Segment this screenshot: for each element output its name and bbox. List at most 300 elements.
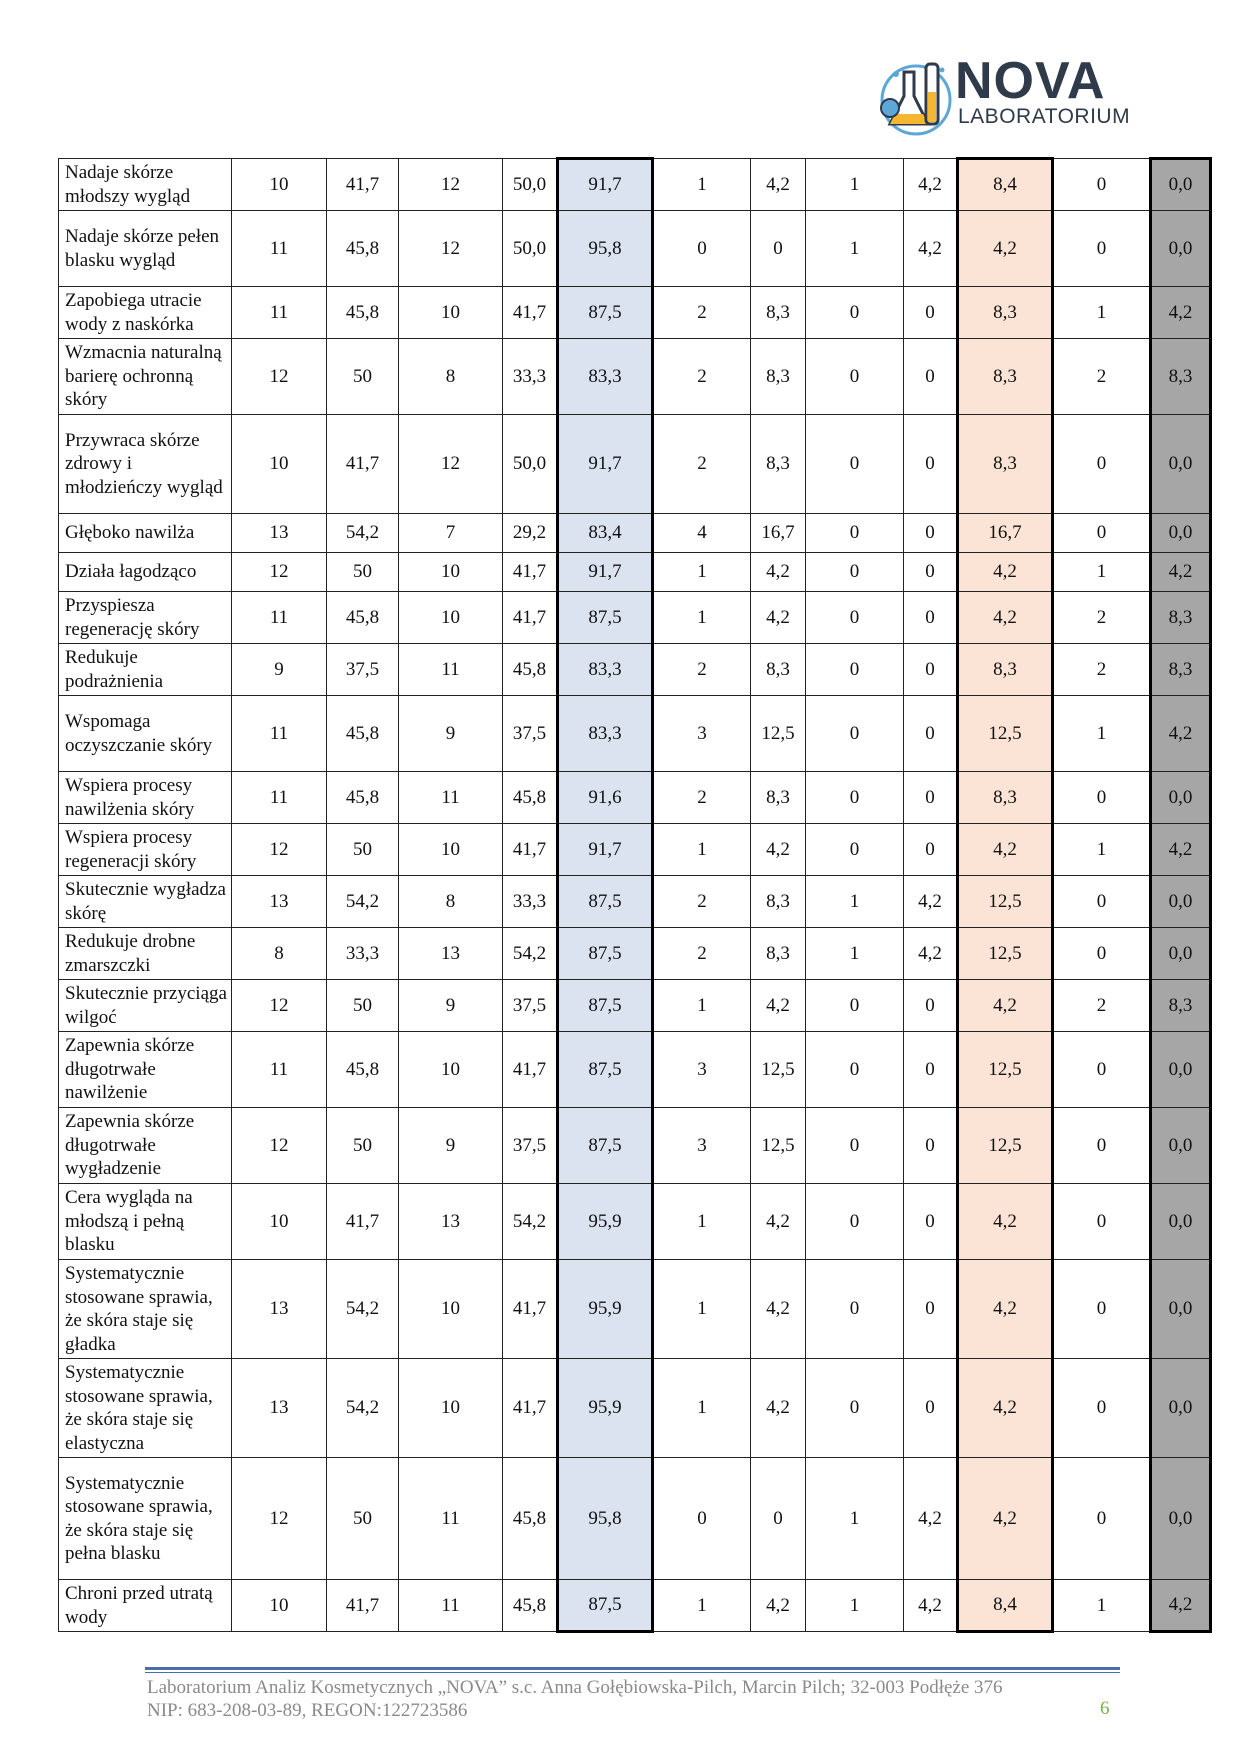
cell-c3: 11 [399,772,503,824]
cell-c8: 0 [806,824,904,876]
cell-c8: 0 [806,287,904,339]
cell-c3: 9 [399,696,503,772]
cell-c5: 95,9 [558,1260,653,1359]
row-label: Redukuje drobne zmarszczki [59,928,232,980]
cell-c6: 2 [653,644,751,696]
cell-c1: 10 [232,159,327,211]
cell-c12: 8,3 [1151,339,1211,415]
cell-c5: 95,9 [558,1359,653,1458]
cell-c2: 41,7 [327,1184,399,1260]
cell-c10: 8,3 [958,644,1053,696]
cell-c3: 7 [399,514,503,553]
table-row [59,876,1211,928]
cell-c9: 0 [904,1108,958,1184]
cell-c3: 11 [399,644,503,696]
cell-c7: 8,3 [751,644,806,696]
table-row [59,1458,1211,1580]
logo-title: NOVA [955,52,1106,110]
cell-c7: 4,2 [751,159,806,211]
cell-c9: 4,2 [904,211,958,287]
cell-c11: 0 [1053,415,1151,514]
cell-c5: 87,5 [558,928,653,980]
cell-c3: 10 [399,1260,503,1359]
table-row [59,980,1211,1032]
cell-c6: 1 [653,553,751,592]
cell-c1: 8 [232,928,327,980]
cell-c11: 2 [1053,644,1151,696]
page-number: 6 [1100,1698,1110,1719]
cell-c4: 37,5 [503,1108,558,1184]
cell-c2: 50 [327,339,399,415]
cell-c12: 0,0 [1151,1359,1211,1458]
cell-c10: 4,2 [958,211,1053,287]
cell-c5: 91,7 [558,159,653,211]
cell-c2: 45,8 [327,1032,399,1108]
cell-c1: 13 [232,1359,327,1458]
cell-c3: 12 [399,159,503,211]
cell-c5: 91,7 [558,415,653,514]
cell-c1: 12 [232,1108,327,1184]
cell-c7: 4,2 [751,1184,806,1260]
cell-c9: 0 [904,772,958,824]
cell-c12: 4,2 [1151,287,1211,339]
cell-c4: 29,2 [503,514,558,553]
row-label: Przywraca skórze zdrowy i młodzieńczy wygląd [59,415,232,514]
cell-c6: 3 [653,696,751,772]
cell-c9: 0 [904,644,958,696]
cell-c4: 41,7 [503,1032,558,1108]
cell-c8: 0 [806,772,904,824]
cell-c8: 0 [806,514,904,553]
cell-c9: 4,2 [904,1580,958,1632]
cell-c8: 0 [806,553,904,592]
cell-c9: 0 [904,980,958,1032]
cell-c2: 45,8 [327,772,399,824]
row-label: Wspiera procesy regeneracji skóry [59,824,232,876]
cell-c5: 95,8 [558,1458,653,1580]
cell-c11: 1 [1053,696,1151,772]
cell-c6: 2 [653,876,751,928]
table-row [59,1032,1211,1108]
table-row [59,592,1211,644]
cell-c6: 4 [653,514,751,553]
cell-c3: 12 [399,211,503,287]
cell-c5: 83,4 [558,514,653,553]
cell-c11: 0 [1053,1032,1151,1108]
cell-c7: 12,5 [751,1108,806,1184]
table-row [59,1580,1211,1632]
cell-c6: 0 [653,1458,751,1580]
cell-c9: 4,2 [904,159,958,211]
cell-c12: 8,3 [1151,592,1211,644]
row-label: Chroni przed utratą wody [59,1580,232,1632]
row-label: Zapewnia skórze długotrwałe nawilżenie [59,1032,232,1108]
row-label: Skutecznie wygładza skórę [59,876,232,928]
cell-c1: 13 [232,876,327,928]
cell-c8: 1 [806,1458,904,1580]
cell-c2: 50 [327,1108,399,1184]
cell-c5: 95,8 [558,211,653,287]
cell-c3: 10 [399,1032,503,1108]
cell-c1: 9 [232,644,327,696]
table-row [59,824,1211,876]
cell-c2: 45,8 [327,287,399,339]
cell-c2: 50 [327,553,399,592]
cell-c10: 4,2 [958,553,1053,592]
cell-c4: 50,0 [503,211,558,287]
cell-c8: 0 [806,592,904,644]
cell-c12: 4,2 [1151,824,1211,876]
cell-c7: 4,2 [751,1260,806,1359]
cell-c4: 50,0 [503,415,558,514]
cell-c2: 45,8 [327,696,399,772]
cell-c3: 10 [399,553,503,592]
cell-c12: 0,0 [1151,1184,1211,1260]
cell-c1: 12 [232,824,327,876]
cell-c10: 8,3 [958,772,1053,824]
cell-c10: 8,3 [958,287,1053,339]
cell-c1: 12 [232,980,327,1032]
footer-address [147,1676,1003,1722]
cell-c11: 0 [1053,159,1151,211]
cell-c3: 13 [399,928,503,980]
cell-c2: 45,8 [327,592,399,644]
cell-c8: 0 [806,1108,904,1184]
cell-c6: 1 [653,824,751,876]
cell-c8: 0 [806,339,904,415]
cell-c11: 2 [1053,592,1151,644]
cell-c4: 41,7 [503,1260,558,1359]
cell-c10: 8,3 [958,339,1053,415]
cell-c7: 8,3 [751,415,806,514]
cell-c5: 83,3 [558,644,653,696]
cell-c12: 0,0 [1151,772,1211,824]
cell-c2: 33,3 [327,928,399,980]
cell-c12: 4,2 [1151,1580,1211,1632]
cell-c9: 0 [904,1184,958,1260]
cell-c4: 45,8 [503,1458,558,1580]
cell-c11: 2 [1053,339,1151,415]
cell-c6: 1 [653,1260,751,1359]
cell-c8: 1 [806,876,904,928]
cell-c12: 0,0 [1151,211,1211,287]
cell-c4: 33,3 [503,339,558,415]
cell-c10: 4,2 [958,1184,1053,1260]
cell-c5: 91,7 [558,553,653,592]
cell-c3: 8 [399,339,503,415]
row-label: Zapewnia skórze długotrwałe wygładzenie [59,1108,232,1184]
cell-c7: 8,3 [751,876,806,928]
cell-c5: 87,5 [558,1580,653,1632]
cell-c9: 0 [904,1032,958,1108]
row-label: Wspiera procesy nawilżenia skóry [59,772,232,824]
cell-c9: 0 [904,287,958,339]
cell-c5: 87,5 [558,287,653,339]
row-label: Działa łagodząco [59,553,232,592]
cell-c7: 12,5 [751,1032,806,1108]
cell-c10: 4,2 [958,1458,1053,1580]
cell-c2: 41,7 [327,159,399,211]
cell-c5: 87,5 [558,592,653,644]
cell-c9: 0 [904,415,958,514]
cell-c12: 0,0 [1151,928,1211,980]
cell-c7: 8,3 [751,928,806,980]
footer-rule-thick [145,1667,1120,1670]
cell-c6: 3 [653,1032,751,1108]
cell-c6: 0 [653,211,751,287]
table-row [59,415,1211,514]
cell-c9: 0 [904,824,958,876]
cell-c10: 4,2 [958,824,1053,876]
table-row [59,211,1211,287]
cell-c11: 0 [1053,1359,1151,1458]
cell-c9: 0 [904,592,958,644]
row-label: Redukuje podrażnienia [59,644,232,696]
cell-c4: 54,2 [503,1184,558,1260]
row-label: Systematycznie stosowane sprawia, że skóra staje się elastyczna [59,1359,232,1458]
cell-c3: 10 [399,824,503,876]
cell-c12: 0,0 [1151,876,1211,928]
cell-c11: 0 [1053,1184,1151,1260]
cell-c9: 0 [904,514,958,553]
cell-c6: 3 [653,1108,751,1184]
cell-c4: 50,0 [503,159,558,211]
cell-c5: 83,3 [558,696,653,772]
cell-c12: 8,3 [1151,980,1211,1032]
cell-c10: 4,2 [958,1260,1053,1359]
cell-c1: 12 [232,553,327,592]
cell-c4: 41,7 [503,553,558,592]
footer-rule-thin [145,1672,1120,1673]
cell-c4: 41,7 [503,287,558,339]
cell-c11: 0 [1053,876,1151,928]
cell-c8: 0 [806,415,904,514]
row-label: Zapobiega utracie wody z naskórka [59,287,232,339]
cell-c6: 1 [653,980,751,1032]
cell-c1: 11 [232,1032,327,1108]
cell-c8: 1 [806,1580,904,1632]
cell-c4: 54,2 [503,928,558,980]
cell-c5: 87,5 [558,1108,653,1184]
cell-c9: 4,2 [904,876,958,928]
cell-c5: 91,7 [558,824,653,876]
cell-c6: 1 [653,1184,751,1260]
cell-c1: 10 [232,1580,327,1632]
cell-c8: 1 [806,211,904,287]
row-label: Głęboko nawilża [59,514,232,553]
table-row [59,644,1211,696]
cell-c11: 0 [1053,514,1151,553]
cell-c2: 45,8 [327,211,399,287]
table-row [59,553,1211,592]
table-row [59,928,1211,980]
cell-c7: 4,2 [751,980,806,1032]
row-label: Systematycznie stosowane sprawia, że skóra staje się gładka [59,1260,232,1359]
cell-c11: 1 [1053,824,1151,876]
cell-c1: 10 [232,1184,327,1260]
cell-c10: 4,2 [958,592,1053,644]
cell-c12: 0,0 [1151,1032,1211,1108]
cell-c3: 8 [399,876,503,928]
cell-c7: 4,2 [751,1359,806,1458]
cell-c9: 0 [904,553,958,592]
cell-c12: 0,0 [1151,514,1211,553]
cell-c5: 83,3 [558,339,653,415]
cell-c9: 0 [904,1359,958,1458]
cell-c7: 4,2 [751,824,806,876]
table-row [59,287,1211,339]
cell-c3: 10 [399,592,503,644]
cell-c10: 12,5 [958,1032,1053,1108]
cell-c6: 2 [653,772,751,824]
row-label: Systematycznie stosowane sprawia, że skóra staje się pełna blasku [59,1458,232,1580]
cell-c4: 37,5 [503,980,558,1032]
cell-c11: 0 [1053,928,1151,980]
cell-c6: 1 [653,592,751,644]
cell-c12: 0,0 [1151,159,1211,211]
cell-c7: 4,2 [751,553,806,592]
cell-c11: 1 [1053,287,1151,339]
cell-c8: 1 [806,928,904,980]
cell-c12: 0,0 [1151,1260,1211,1359]
cell-c4: 45,8 [503,1580,558,1632]
cell-c2: 54,2 [327,514,399,553]
cell-c6: 2 [653,287,751,339]
cell-c10: 12,5 [958,876,1053,928]
cell-c8: 0 [806,696,904,772]
cell-c11: 0 [1053,1458,1151,1580]
logo-subtitle: LABORATORIUM [958,105,1131,128]
cell-c11: 0 [1053,1108,1151,1184]
cell-c2: 41,7 [327,1580,399,1632]
cell-c7: 0 [751,211,806,287]
cell-c3: 10 [399,287,503,339]
cell-c8: 0 [806,1260,904,1359]
cell-c4: 45,8 [503,772,558,824]
cell-c5: 87,5 [558,876,653,928]
cell-c6: 2 [653,339,751,415]
row-label: Wzmacnia naturalną barierę ochronną skóry [59,339,232,415]
cell-c6: 1 [653,1580,751,1632]
cell-c5: 87,5 [558,980,653,1032]
cell-c11: 1 [1053,553,1151,592]
table-row [59,339,1211,415]
table-row [59,159,1211,211]
cell-c3: 9 [399,980,503,1032]
cell-c5: 91,6 [558,772,653,824]
cell-c9: 0 [904,1260,958,1359]
row-label: Nadaje skórze młodszy wygląd [59,159,232,211]
cell-c3: 13 [399,1184,503,1260]
cell-c1: 11 [232,772,327,824]
cell-c1: 12 [232,1458,327,1580]
cell-c10: 12,5 [958,696,1053,772]
cell-c11: 2 [1053,980,1151,1032]
cell-c10: 4,2 [958,1359,1053,1458]
cell-c3: 9 [399,1108,503,1184]
cell-c4: 45,8 [503,644,558,696]
cell-c2: 54,2 [327,1359,399,1458]
cell-c4: 37,5 [503,696,558,772]
cell-c10: 8,4 [958,159,1053,211]
cell-c8: 1 [806,159,904,211]
cell-c10: 4,2 [958,980,1053,1032]
cell-c3: 10 [399,1359,503,1458]
cell-c3: 11 [399,1458,503,1580]
cell-c8: 0 [806,1184,904,1260]
cell-c7: 0 [751,1458,806,1580]
cell-c4: 41,7 [503,592,558,644]
cell-c2: 41,7 [327,415,399,514]
row-label: Wspomaga oczyszczanie skóry [59,696,232,772]
table-row [59,1184,1211,1260]
cell-c2: 54,2 [327,1260,399,1359]
cell-c4: 41,7 [503,824,558,876]
row-label: Cera wygląda na młodszą i pełną blasku [59,1184,232,1260]
cell-c11: 0 [1053,211,1151,287]
cell-c1: 11 [232,287,327,339]
cell-c2: 50 [327,980,399,1032]
cell-c2: 54,2 [327,876,399,928]
cell-c9: 4,2 [904,928,958,980]
cell-c9: 4,2 [904,1458,958,1580]
table-row [59,696,1211,772]
cell-c1: 11 [232,696,327,772]
cell-c10: 12,5 [958,928,1053,980]
cell-c1: 11 [232,211,327,287]
cell-c12: 0,0 [1151,1108,1211,1184]
cell-c5: 95,9 [558,1184,653,1260]
cell-c7: 8,3 [751,287,806,339]
cell-c10: 8,4 [958,1580,1053,1632]
table-row [59,1359,1211,1458]
cell-c10: 16,7 [958,514,1053,553]
cell-c12: 8,3 [1151,644,1211,696]
cell-c6: 1 [653,1359,751,1458]
cell-c5: 87,5 [558,1032,653,1108]
cell-c12: 0,0 [1151,1458,1211,1580]
cell-c9: 0 [904,696,958,772]
cell-c12: 4,2 [1151,696,1211,772]
cell-c7: 12,5 [751,696,806,772]
cell-c1: 10 [232,415,327,514]
cell-c1: 13 [232,514,327,553]
table-row [59,772,1211,824]
cell-c10: 8,3 [958,415,1053,514]
cell-c12: 4,2 [1151,553,1211,592]
cell-c8: 0 [806,980,904,1032]
cell-c7: 4,2 [751,1580,806,1632]
footer-line-1: Laboratorium Analiz Kosmetycznych „NOVA” s.c. Anna Gołębiowska-Pilch, Marcin Pilch; 32-003 Podłęże 376 [147,1677,1003,1698]
table-row [59,1108,1211,1184]
cell-c2: 50 [327,824,399,876]
cell-c6: 1 [653,159,751,211]
cell-c4: 33,3 [503,876,558,928]
cell-c2: 50 [327,1458,399,1580]
cell-c12: 0,0 [1151,415,1211,514]
cell-c8: 0 [806,1032,904,1108]
row-label: Skutecznie przyciąga wilgoć [59,980,232,1032]
cell-c8: 0 [806,1359,904,1458]
cell-c3: 12 [399,415,503,514]
table-row [59,1260,1211,1359]
cell-c11: 1 [1053,1580,1151,1632]
row-label: Przyspiesza regenerację skóry [59,592,232,644]
cell-c3: 11 [399,1580,503,1632]
cell-c6: 2 [653,415,751,514]
cell-c7: 16,7 [751,514,806,553]
footer-line-2: NIP: 683-208-03-89, REGON:122723586 [147,1700,468,1721]
